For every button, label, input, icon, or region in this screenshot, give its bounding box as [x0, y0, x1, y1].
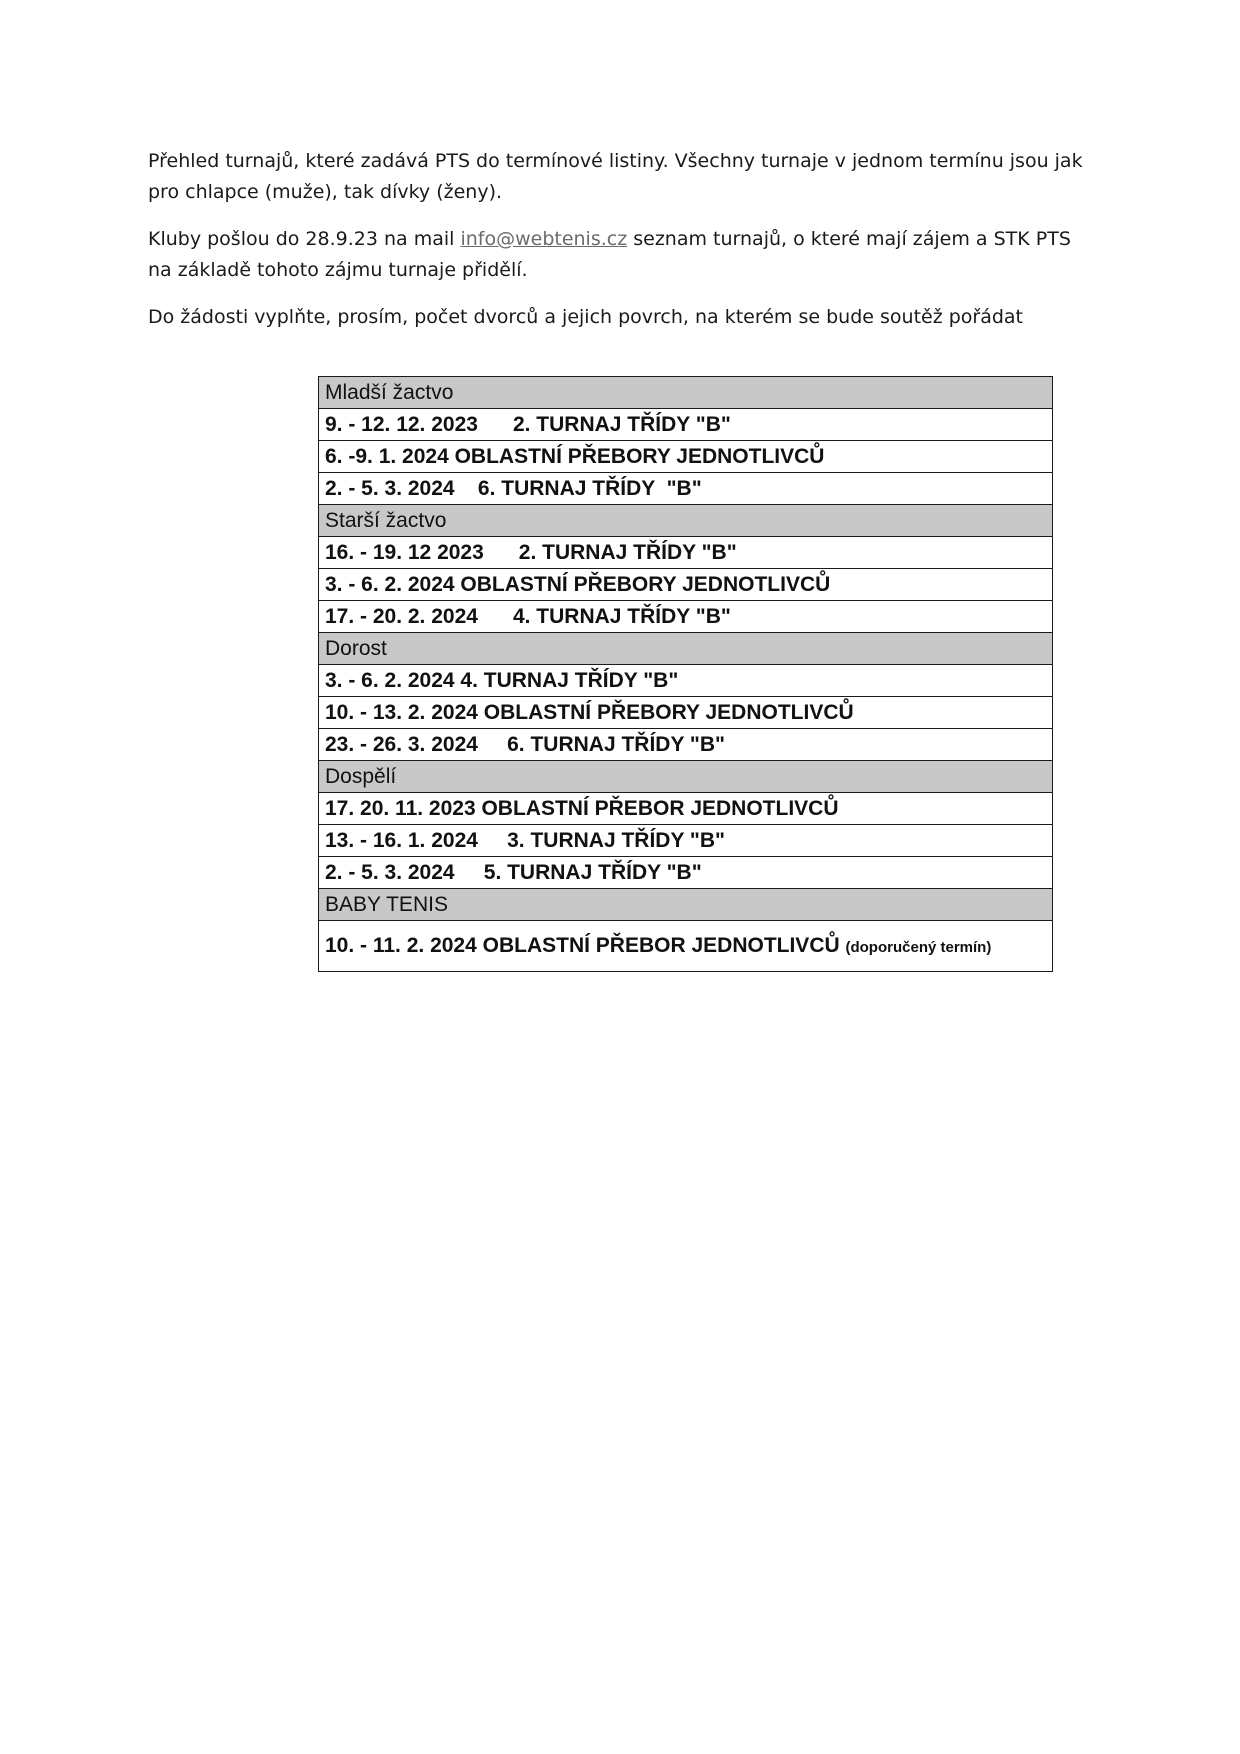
intro-text	[148, 146, 1088, 349]
table-row	[319, 665, 1053, 697]
event-cell: 9. - 12. 12. 2023 2. TURNAJ TŘÍDY "B"	[319, 409, 1053, 441]
category-row	[319, 633, 1053, 665]
category-row	[319, 505, 1053, 537]
event-cell: 3. - 6. 2. 2024 OBLASTNÍ PŘEBORY JEDNOTLIVCŮ	[319, 569, 1053, 601]
event-note: (doporučený termín)	[845, 938, 992, 956]
event-cell: 16. - 19. 12 2023 2. TURNAJ TŘÍDY "B"	[319, 537, 1053, 569]
intro-paragraph-2	[148, 224, 1088, 286]
table-row	[319, 697, 1053, 729]
category-row	[319, 377, 1053, 409]
event-cell: 17. 20. 11. 2023 OBLASTNÍ PŘEBOR JEDNOTLIVCŮ	[319, 793, 1053, 825]
event-cell	[319, 921, 1053, 972]
email-link[interactable]: info@webtenis.cz	[460, 228, 628, 250]
category-title: Mladší žactvo	[319, 377, 1053, 409]
table-row	[319, 569, 1053, 601]
event-cell: 2. - 5. 3. 2024 5. TURNAJ TŘÍDY "B"	[319, 857, 1053, 889]
event-cell: 3. - 6. 2. 2024 4. TURNAJ TŘÍDY "B"	[319, 665, 1053, 697]
table-row	[319, 409, 1053, 441]
table-row	[319, 537, 1053, 569]
category-title: BABY TENIS	[319, 889, 1053, 921]
intro-paragraph-1: Přehled turnajů, které zadává PTS do termínové listiny. Všechny turnaje v jednom termínu jsou jak pro chlapce (muže), tak dívky (ženy).	[148, 150, 1083, 203]
event-cell: 10. - 13. 2. 2024 OBLASTNÍ PŘEBORY JEDNOTLIVCŮ	[319, 697, 1053, 729]
event-cell: 23. - 26. 3. 2024 6. TURNAJ TŘÍDY "B"	[319, 729, 1053, 761]
table-row	[319, 825, 1053, 857]
category-title: Dorost	[319, 633, 1053, 665]
table-row	[319, 441, 1053, 473]
intro-paragraph-2-end: seznam turnajů, o které mají zájem a STK PTS na základě tohoto zájmu turnaje přidělí.	[148, 228, 1071, 281]
event-cell: 17. - 20. 2. 2024 4. TURNAJ TŘÍDY "B"	[319, 601, 1053, 633]
table-row	[319, 473, 1053, 505]
category-row	[319, 761, 1053, 793]
table-row	[319, 601, 1053, 633]
category-row	[319, 889, 1053, 921]
tournament-schedule-table	[318, 376, 1053, 972]
table-row	[319, 857, 1053, 889]
event-cell: 2. - 5. 3. 2024 6. TURNAJ TŘÍDY "B"	[319, 473, 1053, 505]
event-cell: 13. - 16. 1. 2024 3. TURNAJ TŘÍDY "B"	[319, 825, 1053, 857]
category-title: Dospělí	[319, 761, 1053, 793]
category-title: Starší žactvo	[319, 505, 1053, 537]
table-row	[319, 793, 1053, 825]
event-cell: 6. -9. 1. 2024 OBLASTNÍ PŘEBORY JEDNOTLIVCŮ	[319, 441, 1053, 473]
intro-paragraph-3: Do žádosti vyplňte, prosím, počet dvorců a jejich povrch, na kterém se bude soutěž pořádat	[148, 306, 1024, 328]
event-text: 10. - 11. 2. 2024 OBLASTNÍ PŘEBOR JEDNOTLIVCŮ	[325, 933, 846, 957]
intro-paragraph-2-start: Kluby pošlou do 28.9.23 na mail	[148, 228, 461, 250]
table-row	[319, 729, 1053, 761]
table-row	[319, 921, 1053, 972]
